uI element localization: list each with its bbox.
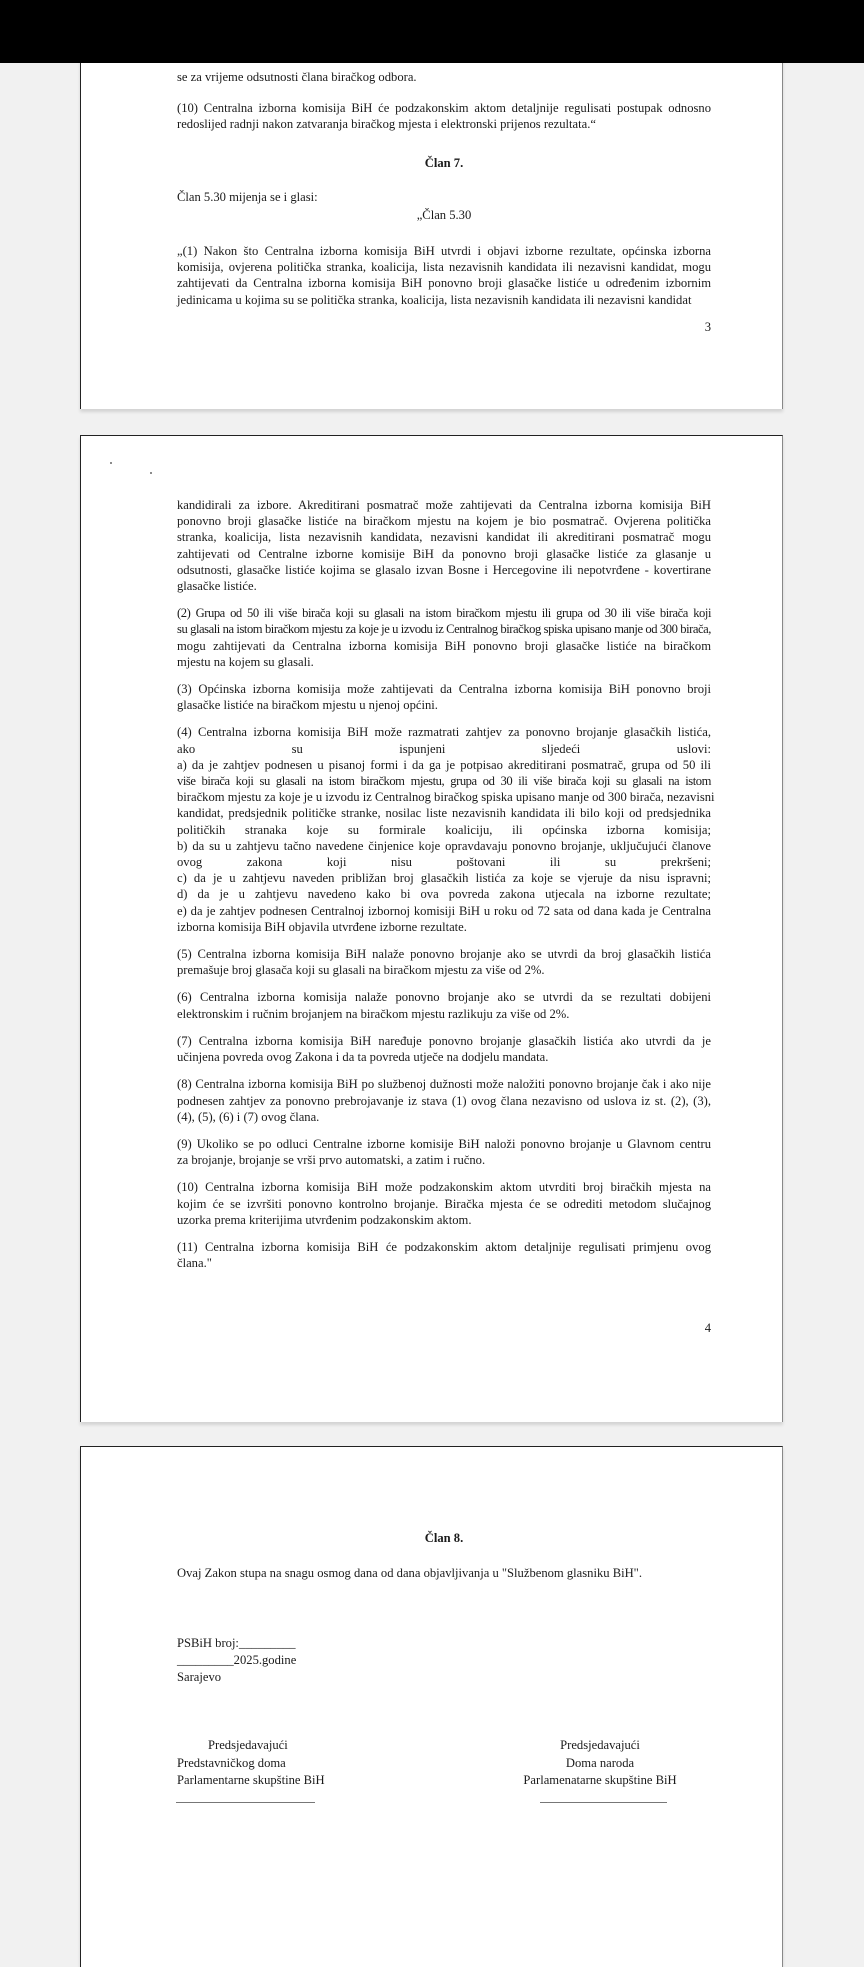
text-line: (10) Centralna izborna komisija BiH može podzakonskim aktom utvrditi broj biračkih mjesta na <box>177 1180 711 1195</box>
paragraph <box>177 1076 711 1125</box>
text-line: zahtijevati da Centralna izborna komisija BiH ponovno broji glasačke listiće u određenim izbornim <box>177 276 711 291</box>
text-line: stranka, koalicija, lista nezavisnih kandidata, nezavisni kandidat ili akreditirani posmatrač mogu <box>177 530 711 545</box>
entry-into-force-text: Ovaj Zakon stupa na snagu osmog dana od dana objavljivanja u "Službenom glasniku BiH". <box>177 1566 642 1580</box>
text-line: glasačke listiće. <box>177 579 257 594</box>
page3-continuation-line <box>177 69 711 85</box>
text-line: kandidat, predsjednik političke stranke, nosilac liste nezavisnih kandidata ili bilo koji od predsjednika <box>177 806 711 821</box>
text-line: mogu zahtijevati da Centralna izborna komisija BiH ponovno broji glasačke listiće na biračkom <box>177 638 711 653</box>
document-page-5 <box>80 1446 783 1967</box>
text-line: redoslijed radnji nakon zatvaranja biračkog mjesta i elektronski prijenos rezultata.“ <box>177 117 596 132</box>
text-line: (2) Grupa od 50 ili više birača koji su glasali na istom biračkom mjestu ili grupa od 30 ili više birača koji <box>177 606 711 621</box>
paragraph <box>177 724 715 935</box>
text-line: izborna komisija BiH objavila utvrđene izborne rezultate. <box>177 919 467 934</box>
signatory-right <box>510 1737 690 1790</box>
scan-speck <box>110 462 112 464</box>
text-line: e) da je zahtjev podnesen Centralnoj izbornoj komisiji BiH u roku od 72 sata od dana kada je Centralna <box>177 903 711 918</box>
text-line: mjestu na kojem su glasali. <box>177 654 314 669</box>
text-line: (3) Općinska izborna komisija može zahtijevati da Centralna izborna komisija BiH ponovno broji <box>177 682 711 697</box>
text-line: ponovno broji glasačke listiće na biračkom mjestu na kojem je bio posmatrač. Ovjerena politička <box>177 514 711 529</box>
text-line: ako su ispunjeni sljedeći uslovi: <box>177 741 711 756</box>
signatory-body: Predstavničkog doma <box>177 1755 286 1770</box>
text-line: za brojanje, brojanje se vrši prvo automatski, a zatim i ručno. <box>177 1153 486 1168</box>
paragraph <box>177 605 711 670</box>
article-8-heading: Član 8. <box>424 1531 464 1545</box>
signatory-institution: Parlamenatarne skupštine BiH <box>523 1773 677 1787</box>
text-line: se za vrijeme odsutnosti člana biračkog odbora. <box>177 70 417 84</box>
reference-number: PSBiH broj:_________ <box>177 1636 296 1650</box>
signatory-title: Predsjedavajući <box>208 1738 288 1752</box>
paragraph <box>177 989 711 1021</box>
text-line: (4) Centralna izborna komisija BiH može razmatrati zahtjev za ponovno brojanje glasačkih listića, <box>177 725 711 740</box>
scan-speck <box>150 472 152 474</box>
signature-line-left <box>176 1802 315 1803</box>
paragraph <box>177 946 711 978</box>
signature-line-right <box>540 1802 667 1803</box>
text-line: glasačke listiće na biračkom mjestu u njenoj općini. <box>177 698 438 713</box>
text-line: (5) Centralna izborna komisija BiH nalaže ponovno brojanje ako se utvrdi da broj glasačkih listića <box>177 947 711 962</box>
paragraph <box>177 1136 711 1168</box>
text-line: kandidirali za izbore. Akreditirani posmatrač može zahtijevati da Centralna izborna komisija BiH <box>177 498 711 512</box>
text-line: političkih stranaka koje su formirale koaliciju, ili općinska izborna komisija; <box>177 822 711 837</box>
text-line: ovog zakona koji nisu poštovani ili su prekršeni; <box>177 855 711 870</box>
quoted-article-heading: „Član 5.30 <box>416 208 472 222</box>
page-number: 3 <box>704 320 711 334</box>
reference-block <box>177 1635 296 1685</box>
paragraph <box>177 681 711 713</box>
text-line: (6) Centralna izborna komisija nalaže ponovno brojanje ako se utvrdi da se rezultati dobijeni <box>177 990 711 1005</box>
page4-body <box>177 497 715 1282</box>
text-line: (8) Centralna izborna komisija BiH po službenoj dužnosti može naložiti ponovno brojanje čak i ako nije <box>177 1077 711 1092</box>
text-line: (11) Centralna izborna komisija BiH će podzakonskim aktom detaljnije regulisati primjenu ovog <box>177 1239 711 1254</box>
text-line: biračkom mjestu za koje je u izvodu iz Centralnog biračkog spiska upisano manje od 300 birača, nezavisni <box>177 790 715 805</box>
text-line: (9) Ukoliko se po odluci Centralne izborne komisije BiH naloži ponovno brojanje u Glavnom centru <box>177 1136 711 1151</box>
text-line: b) da su u zahtjevu tačno navedene činjenice koje opravdavaju ponovno brojanje, uključujući članove <box>177 838 711 853</box>
paragraph-10 <box>177 100 711 132</box>
text-line: odsutnosti, glasačke listiće kojima se glasalo izvan Bosne i Hercegovine ili nepotvrđene - kovertirane <box>177 562 711 577</box>
text-line: (10) Centralna izborna komisija BiH će podzakonskim aktom detaljnije regulisati postupak odnosno <box>177 101 711 115</box>
place: Sarajevo <box>177 1669 222 1684</box>
text-line: (7) Centralna izborna komisija BiH naređuje ponovno brojanje glasačkih listića ako utvrdi da je <box>177 1033 711 1048</box>
signatory-institution: Parlamentarne skupštine BiH <box>177 1773 325 1787</box>
text-line: d) da je u zahtjevu navedeno kako bi ova povreda zakona utjecala na izborne rezultate; <box>177 887 711 902</box>
date-line: _________2025.godine <box>177 1652 297 1667</box>
text-line: učinjena povreda ovog Zakona i da ta povreda utječe na dodjelu mandata. <box>177 1050 549 1065</box>
paragraph <box>177 497 711 594</box>
article-7-heading: Član 7. <box>424 156 464 170</box>
text-line: su glasali na istom biračkom mjestu za koje je u izvodu iz Centralnog biračkog spiska upisano manje od 300 birača, <box>177 622 711 637</box>
paragraph <box>177 1179 711 1228</box>
signatory-body: Doma naroda <box>565 1755 635 1770</box>
text-line: člana." <box>177 1256 212 1271</box>
signatory-title: Predsjedavajući <box>560 1738 640 1752</box>
amendment-intro: Član 5.30 mijenja se i glasi: <box>177 190 318 204</box>
viewer-top-bar <box>0 0 864 63</box>
text-line: elektronskim i ručnim brojanjem na biračkom mjestu razlikuju za više od 2%. <box>177 1006 570 1021</box>
paragraph <box>177 1239 711 1271</box>
signatory-left <box>177 1737 325 1790</box>
text-line: zahtijevati od Centralne izborne komisije BiH da ponovno broji glasačke listiće za glasanje u <box>177 546 711 561</box>
paragraph-1 <box>177 243 711 308</box>
text-line: (4), (5), (6) i (7) ovog člana. <box>177 1109 320 1124</box>
text-line: kojim će se izvršiti ponovno kontrolno brojanje. Biračka mjesta će se odrediti metodom slučajnog <box>177 1196 711 1211</box>
page-number: 4 <box>704 1321 711 1335</box>
text-line: premašuje broj glasača koji su glasali na biračkom mjestu za više od 2%. <box>177 963 545 978</box>
text-line: komisija, ovjerena politička stranka, koalicija, lista nezavisnih kandidata ili nezavisni kandidat, mogu <box>177 260 711 275</box>
paragraph <box>177 1033 711 1065</box>
text-line: jedinicama u kojima su se politička stranka, koalicija, lista nezavisnih kandidata ili nezavisni kandidat <box>177 292 692 307</box>
text-line: uzorka prema kriterijima utvrđenim podzakonskim aktom. <box>177 1212 472 1227</box>
text-line: podnesen zahtjev za ponovno prebrojavanje iz stava (1) ovog člana nezavisno od uslova iz st. (2), (3), <box>177 1093 711 1108</box>
text-line: c) da je u zahtjevu naveden približan broj glasačkih listića za koje se vjeruje da nisu ispravni; <box>177 871 711 886</box>
text-line: a) da je zahtjev podnesen u pisanoj formi i da ga je potpisao akreditirani posmatrač, grupa od 50 ili <box>177 757 711 772</box>
text-line: „(1) Nakon što Centralna izborna komisija BiH utvrdi i objavi izborne rezultate, općinska izborna <box>177 244 711 258</box>
text-line: više birača koji su glasali na istom biračkom mjestu, grupa od 30 ili više birača koji su glasali na istom <box>177 774 711 789</box>
